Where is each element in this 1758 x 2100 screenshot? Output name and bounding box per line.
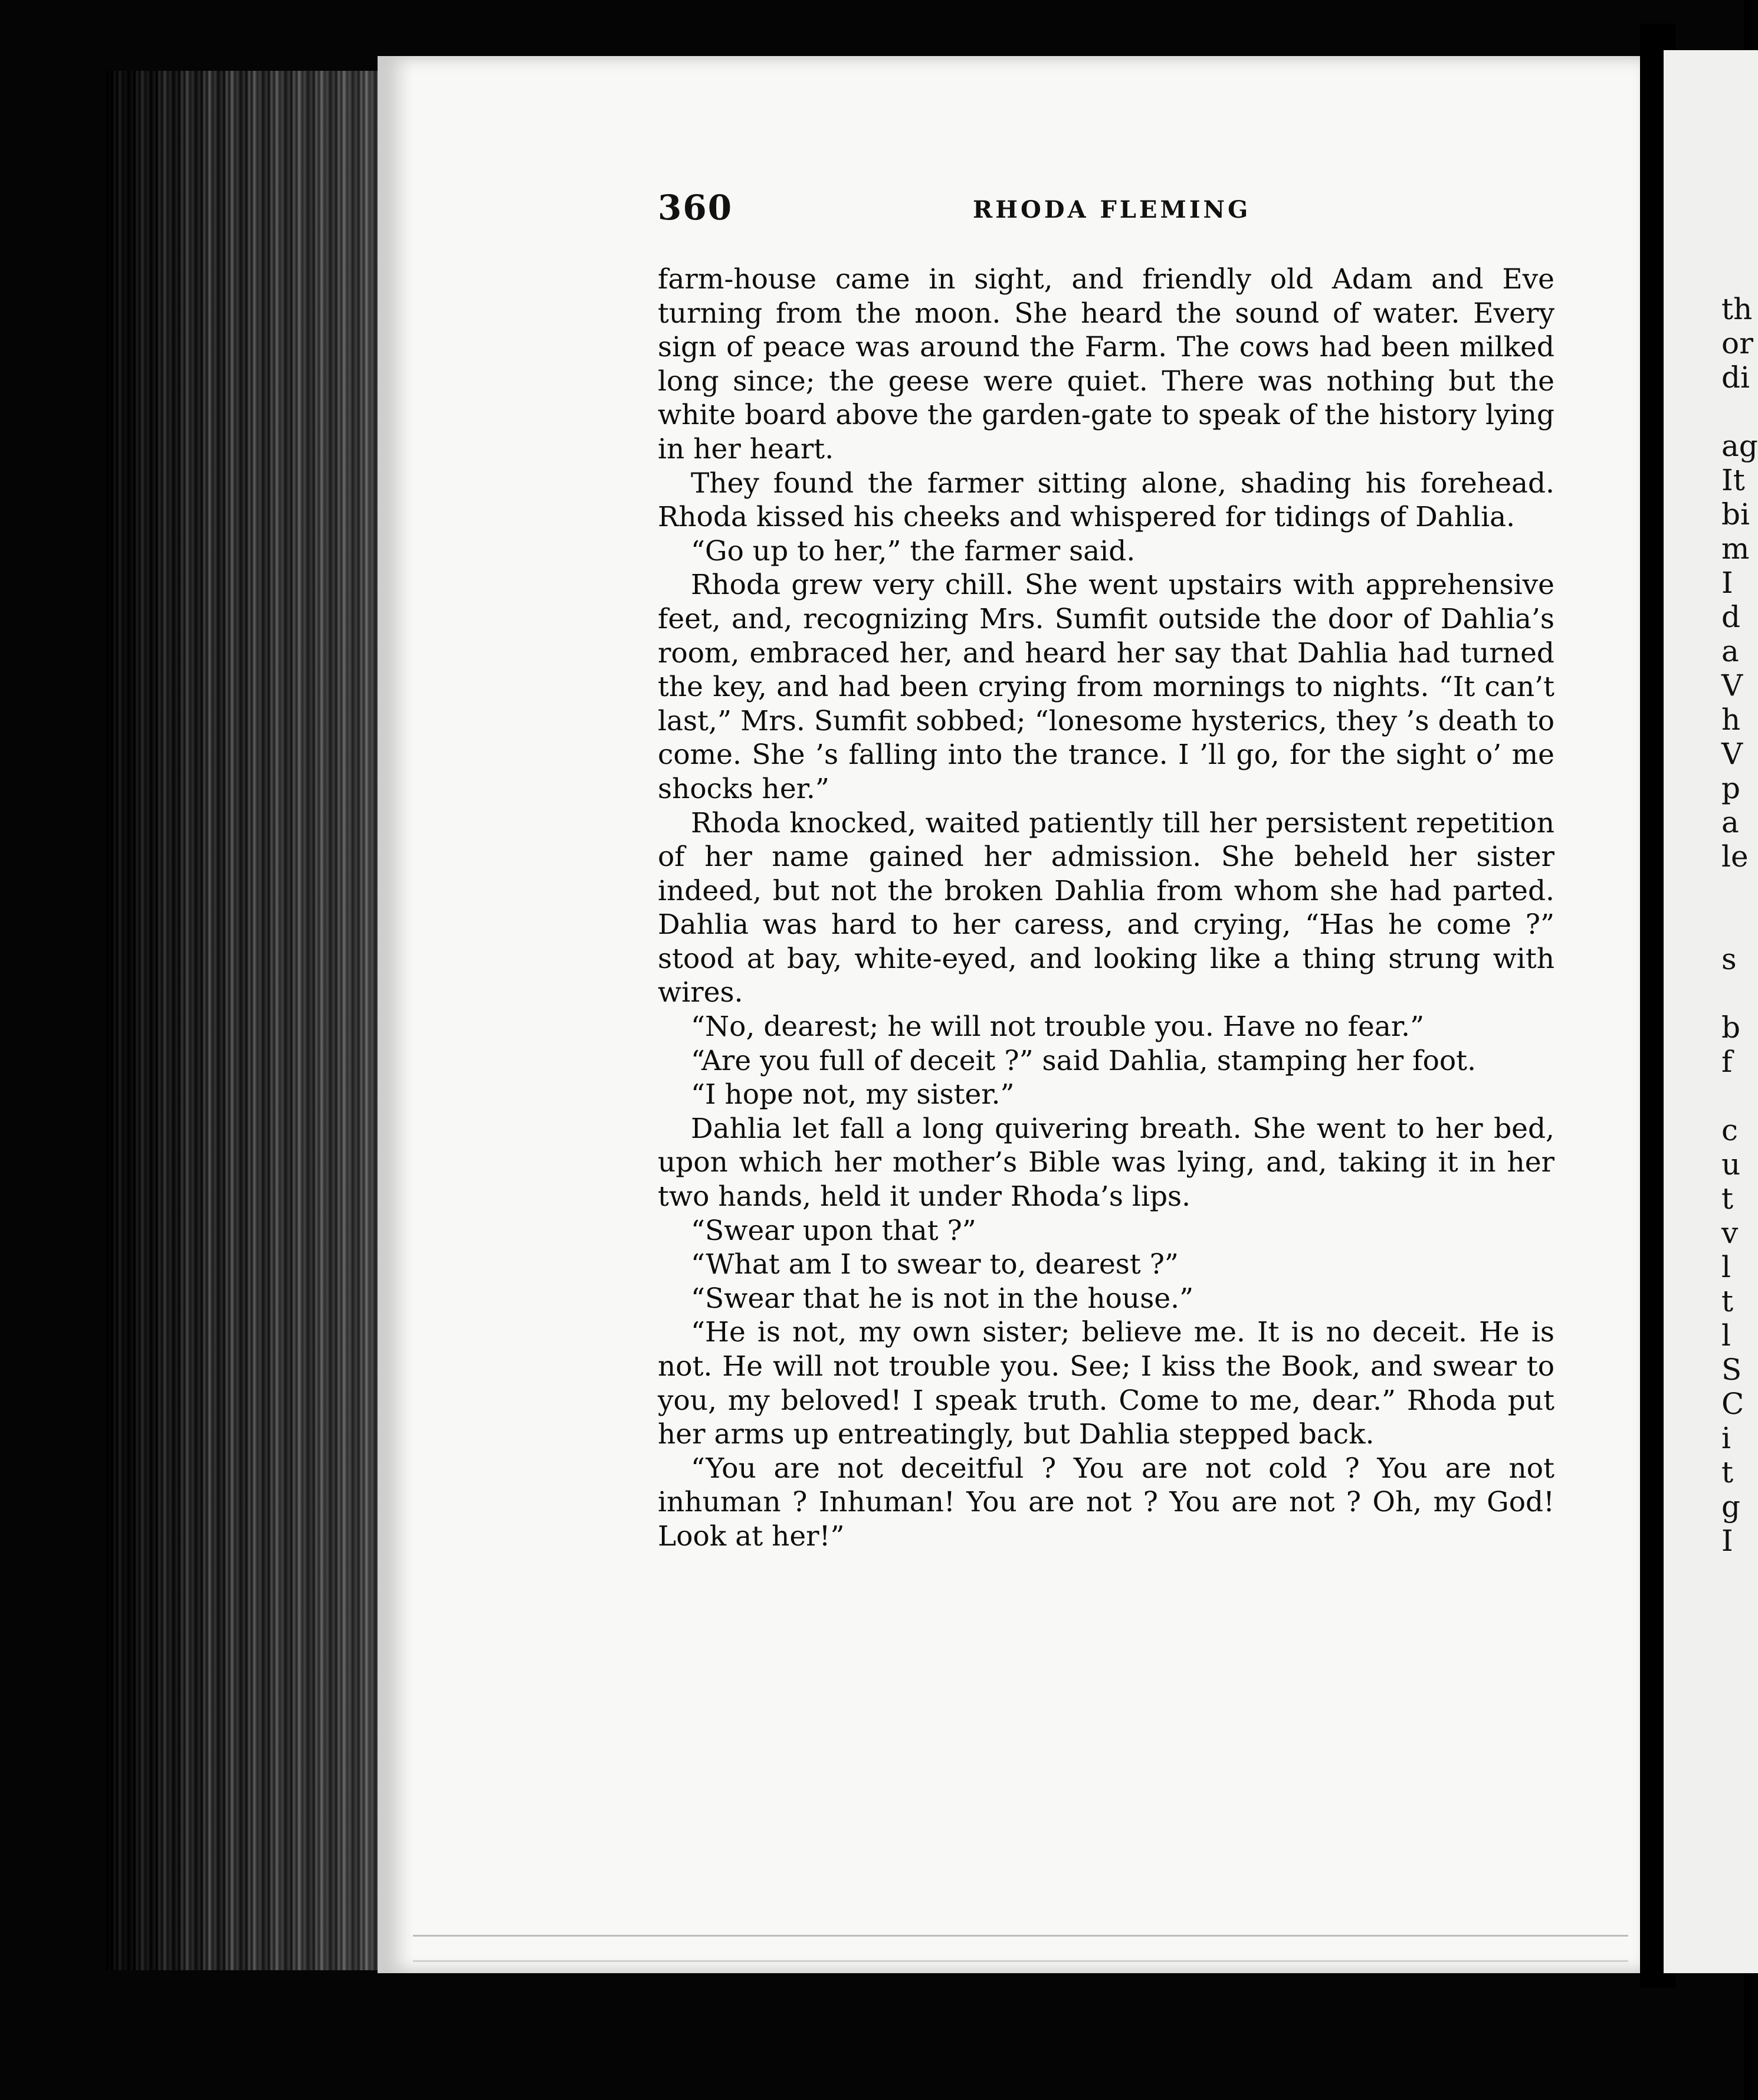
facing-page-fragment: th: [1721, 292, 1753, 326]
page-number: 360: [658, 188, 733, 228]
paragraph: “Go up to her,” the farmer said.: [691, 534, 1136, 567]
facing-page-fragment: i: [1721, 1421, 1731, 1455]
facing-page-fragment: l: [1721, 1318, 1731, 1353]
paragraph: “What am I to swear to, dearest ?”: [691, 1248, 1179, 1281]
paragraph: farm-house came in sight, and friendly old Adam and Eve turning from the moon. She heard the sound of water. Every sign of peace was around the Farm. The cows had been milked long since; the geese were quiet. There was nothing but the white board above the garden-gate to speak of the history lying in her heart.: [658, 263, 1554, 465]
paragraph: Rhoda grew very chill. She went upstairs with apprehensive feet, and, recognizing Mrs. Sumfit outside the door of Dahlia’s room, embraced her, and heard her say that Dahlia had turned the key, and had been crying from mornings to nights. “It can’t last,” Mrs. Sumfit sobbed; “lonesome hysterics, they ’s death to come. She ’s falling into the trance. I ’ll go, for the sight o’ me shocks her.”: [658, 569, 1554, 805]
facing-page-fragment: C: [1721, 1387, 1744, 1421]
facing-page-fragment: [1721, 1079, 1757, 1113]
facing-page-text: [1721, 292, 1757, 1558]
facing-page-fragment: or: [1721, 326, 1754, 360]
facing-page-fragment: [1721, 874, 1757, 908]
facing-page-fragment: I: [1721, 566, 1733, 600]
paragraph: “No, dearest; he will not trouble you. Have no fear.”: [691, 1010, 1425, 1044]
facing-page-fragment: s: [1721, 942, 1737, 976]
facing-page-fragment: m: [1721, 531, 1750, 566]
paragraph: “I hope not, my sister.”: [691, 1078, 1015, 1111]
running-head: [658, 188, 1554, 235]
facing-page-fragment: h: [1721, 703, 1741, 737]
facing-page-fragment: It: [1721, 463, 1745, 497]
paragraph: “He is not, my own sister; believe me. It is no deceit. He is not. He will not trouble you. See; I kiss the Book, and swear to you, my beloved! I speak truth. Come to me, dear.” Rhoda put her arms up entreatingly, but Dahlia stepped back.: [658, 1316, 1554, 1451]
facing-page-fragment: ag: [1721, 429, 1758, 463]
facing-page-fragment: l: [1721, 1250, 1731, 1284]
facing-page-fragment: b: [1721, 1010, 1741, 1045]
page-bottom-edge: [413, 1935, 1628, 1962]
paragraph: They found the farmer sitting alone, shading his forehead. Rhoda kissed his cheeks and whispered for tidings of Dahlia.: [658, 467, 1554, 534]
facing-page-fragment: t: [1721, 1455, 1734, 1489]
facing-page-fragment: a: [1721, 805, 1739, 839]
facing-page-fragment: p: [1721, 771, 1741, 805]
page-inner-edge: [378, 56, 413, 1973]
facing-page-fragment: [1721, 908, 1757, 942]
paragraph: “You are not deceitful ? You are not cold ? You are not inhuman ? Inhuman! You are not ? You are not ? Oh, my God! Look at her!”: [658, 1452, 1554, 1553]
facing-page-fragment: V: [1721, 737, 1743, 771]
facing-page-fragment: t: [1721, 1182, 1734, 1216]
paragraph: Rhoda knocked, waited patiently till her persistent repetition of her name gained her admission. She beheld her sister indeed, but not the broken Dahlia from whom she had parted. Dahlia was hard to her caress, and crying, “Has he come ?” stood at bay, white-eyed, and looking like a thing strung with wires.: [658, 806, 1554, 1009]
book-fore-edge: [106, 71, 383, 1970]
facing-page-fragment: f: [1721, 1045, 1733, 1079]
paragraph: “Swear that he is not in the house.”: [691, 1282, 1194, 1315]
facing-page-fragment: u: [1721, 1147, 1741, 1182]
facing-page-fragment: le: [1721, 839, 1749, 874]
facing-page-fragment: V: [1721, 668, 1743, 703]
paragraph: Dahlia let fall a long quivering breath. She went to her bed, upon which her mother’s Bible was lying, and, taking it in her two hands, held it under Rhoda’s lips.: [658, 1112, 1554, 1213]
facing-page-fragment: bi: [1721, 497, 1750, 531]
body-text: [658, 262, 1554, 1554]
paragraph: “Are you full of deceit ?” said Dahlia, stamping her foot.: [691, 1044, 1477, 1077]
book-title: RHODA FLEMING: [973, 196, 1251, 224]
facing-page-fragment: I: [1721, 1524, 1733, 1558]
facing-page-fragment: c: [1721, 1113, 1739, 1147]
facing-page-fragment: a: [1721, 634, 1739, 668]
facing-page-fragment: [1721, 976, 1757, 1010]
facing-page-fragment: v: [1721, 1216, 1739, 1250]
facing-page-fragment: [1721, 395, 1757, 429]
facing-page-fragment: t: [1721, 1284, 1734, 1318]
facing-page-fragment: di: [1721, 360, 1750, 395]
facing-page-fragment: g: [1721, 1489, 1741, 1524]
paragraph: “Swear upon that ?”: [691, 1214, 976, 1247]
facing-page-fragment: S: [1721, 1353, 1742, 1387]
facing-page-fragment: d: [1721, 600, 1741, 634]
